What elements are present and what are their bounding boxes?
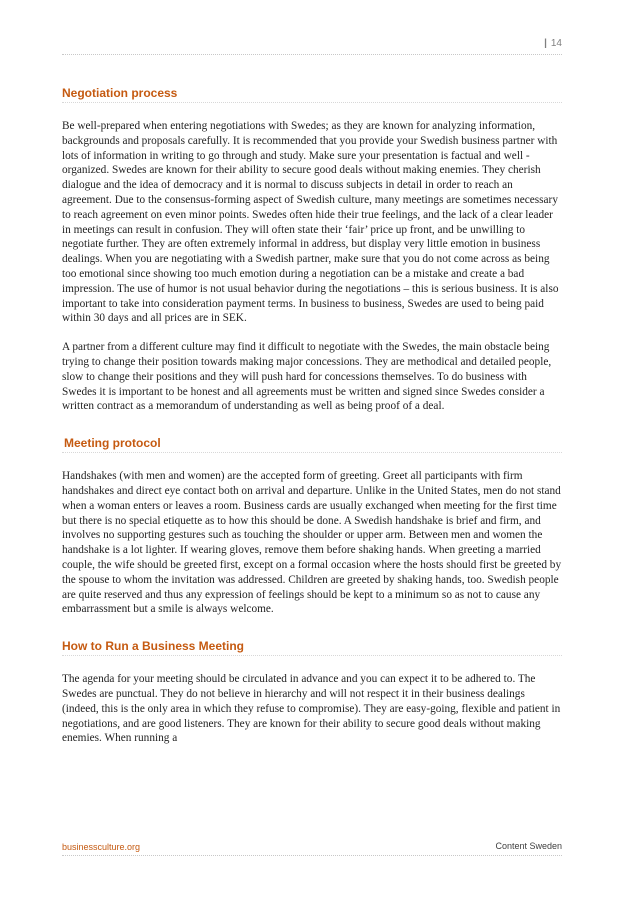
page-number-separator: | — [544, 38, 547, 49]
footer-site: businessculture.org — [62, 842, 141, 852]
page-header — [62, 36, 562, 55]
page-number-value: 14 — [550, 38, 562, 49]
section-heading-meeting-protocol: Meeting protocol — [62, 436, 562, 453]
business-meeting-paragraph: The agenda for your meeting should be circulated in advance and you can expect it to be adhered to. The Swedes are punctual. They do not believe in hierarchy and will not respect it in their business dealings (indeed, this is the only area in which they refuse to compromise). They are easy-going, flexible and patient in negotiations, and are good listeners. They are known for their ability to secure good deals without making enemies. When running a — [62, 673, 561, 745]
section-heading-negotiation-process: Negotiation process — [62, 86, 562, 103]
section-heading-business-meeting: How to Run a Business Meeting — [62, 639, 562, 656]
meeting-protocol-paragraph: Handshakes (with men and women) are the accepted form of greeting. Greet all participants with firm handshakes and direct eye contact both on arrival and departure. Unlike in the United States, men do not stand when a woman enters or leaves a room. Business cards are usually exchanged when meeting for the first time but there is no special etiquette as to how this should be done. A Swedish handshake is brief and firm, and involves no supporting gestures such as touching the shoulder or upper arm. Between men and women the handshake is a lot lighter. If wearing gloves, remove them before shaking hands. When greeting a married couple, the wife should be greeted first, except on a formal occasion where the hosts should first be greeted by the spouse to whom the invitation was addressed. Children are greeted by shaking hands, too. Swedish people are quite reserved and thus any expression of feelings should be kept to a minimum so as not to cause any embarrassment but a smile is always welcome. — [62, 470, 562, 616]
footer-label: Content Sweden — [495, 841, 562, 851]
negotiation-paragraph-1: Be well-prepared when entering negotiations with Swedes; as they are known for analyzing information, backgrounds and proposals carefully. It is recommended that you provide your Swedish business partner with lots of information in writing to go through and study. Make sure your presentation is factual and well -organized. Swedes are known for their ability to secure good deals without making enemies. They cherish dialogue and the idea of democracy and it is normal to discuss subjects in detail in order to reach an agreement. Due to the consensus-forming aspect of Swedish culture, many meetings are sometimes necessary to reach agreement on even minor points. Swedes often hide their true feelings, and the lack of a clear leader in meetings can result in confusion. They will often state their ‘fair’ price up front, and be unwilling to negotiate further. They are often extremely informal in address, but display very little emotion in business dealings. When you are negotiating with a Swedish partner, make sure that you do not come across as being too emotional since showing too much emotion during a negotiation can be a mistake and create a bad impression. The use of humor is not usual behavior during the negotiations – this is serious business. It is also important to take into consideration payment terms. In business to business, Swedes are used to being paid within 30 days and all prices are in SEK. — [62, 120, 559, 325]
document-body — [62, 86, 562, 746]
page-footer — [62, 839, 562, 856]
page-number — [544, 38, 562, 49]
negotiation-paragraph-2: A partner from a different culture may find it difficult to negotiate with the Swedes, the main obstacle being trying to change their position towards making major concessions. They are methodical and detailed people, slow to change their positions and they will push hard for concessions themselves. To do business with Swedes it is important to be honest and all agreements must be written and signed since Swedes consider a written contract as a memorandum of understanding as well as being proof of a deal. — [62, 341, 552, 413]
